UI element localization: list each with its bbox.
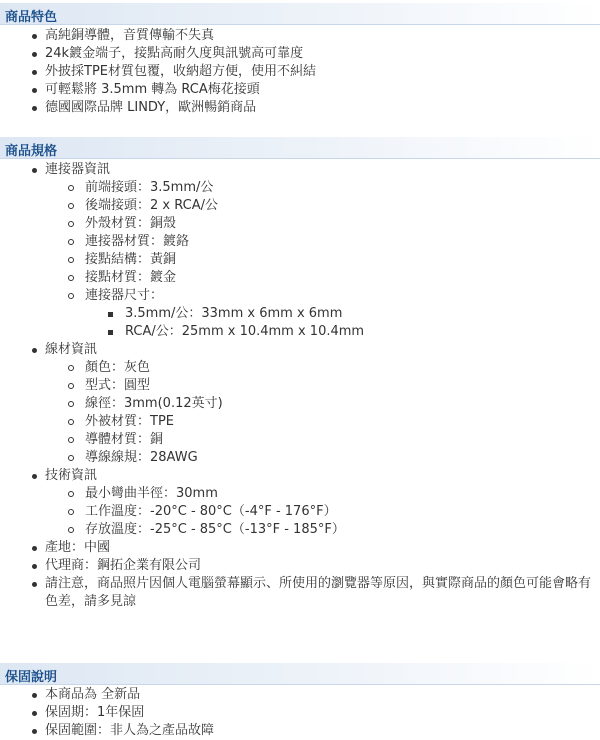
list-item: 3.5mm/公：33mm x 6mm x 6mm [125, 305, 600, 323]
list-item: 接點結構：黃銅 [85, 251, 600, 269]
list-item: 最小彎曲半徑：30mm [85, 485, 600, 503]
list-item: 導線線規：28AWG [85, 449, 600, 467]
spec-group-technical [0, 467, 600, 539]
list-item: 線徑：3mm(0.12英寸) [85, 395, 600, 413]
list-item: 存放溫度：-25°C - 85°C（-13°F - 185°F） [85, 521, 600, 539]
list-item: 可輕鬆將 3.5mm 轉為 RCA梅花接頭 [0, 81, 600, 99]
spec-notice [0, 575, 600, 611]
list-item: 本商品為 全新品 [0, 686, 600, 704]
spec-group-label: 技術資訊 [45, 468, 98, 483]
list-item: 前端接頭：3.5mm/公 [85, 179, 600, 197]
specs-header [0, 137, 600, 159]
spec-agent: 代理商：鋼拓企業有限公司 [0, 557, 600, 575]
list-item: 工作溫度：-20°C - 80°C（-4°F - 176°F） [85, 503, 600, 521]
features-header [0, 3, 600, 25]
dimensions-label: 連接器尺寸： [85, 288, 164, 303]
warranty-title: 保固說明 [5, 670, 58, 685]
spec-group-cable [0, 341, 600, 467]
spec-group-label: 線材資訊 [45, 342, 98, 357]
technical-list [85, 485, 600, 539]
list-item: 型式：圓型 [85, 377, 600, 395]
connector-list [85, 179, 600, 341]
list-item: 外被材質：TPE [85, 413, 600, 431]
list-item: 導體材質：銅 [85, 431, 600, 449]
cable-list [85, 359, 600, 467]
features-list [0, 27, 600, 117]
warranty-list [0, 686, 600, 740]
list-item: 高純銅導體，音質傳輸不失真 [0, 27, 600, 45]
specs-list [0, 161, 600, 611]
list-item: 接點材質：鍍金 [85, 269, 600, 287]
list-item: 後端接頭：2 x RCA/公 [85, 197, 600, 215]
list-item: 24k鍍金端子，接點高耐久度與訊號高可靠度 [0, 45, 600, 63]
list-item: 保固範圍：非人為之產品故障 [0, 722, 600, 740]
list-item: 外殼材質：銅殼 [85, 215, 600, 233]
spec-group-label: 連接器資訊 [45, 162, 111, 177]
list-item: 保固期：1年保固 [0, 704, 600, 722]
features-title: 商品特色 [5, 10, 58, 25]
spec-origin: 產地：中國 [0, 539, 600, 557]
specs-title: 商品規格 [5, 144, 58, 159]
list-item-dimensions [85, 287, 600, 341]
spec-group-connector [0, 161, 600, 341]
list-item: RCA/公：25mm x 10.4mm x 10.4mm [125, 323, 600, 341]
warranty-header [0, 663, 600, 685]
notice-text: 請注意，商品照片因個人電腦螢幕顯示、所使用的瀏覽器等原因，與實際商品的顏色可能會略有色差，請多見諒 [45, 576, 592, 609]
list-item: 德國國際品牌 LINDY，歐洲暢銷商品 [0, 99, 600, 117]
list-item: 顏色：灰色 [85, 359, 600, 377]
dimensions-list [125, 305, 600, 341]
list-item: 外披採TPE材質包覆，收納超方便，使用不糾結 [0, 63, 600, 81]
list-item: 連接器材質：鍍鉻 [85, 233, 600, 251]
